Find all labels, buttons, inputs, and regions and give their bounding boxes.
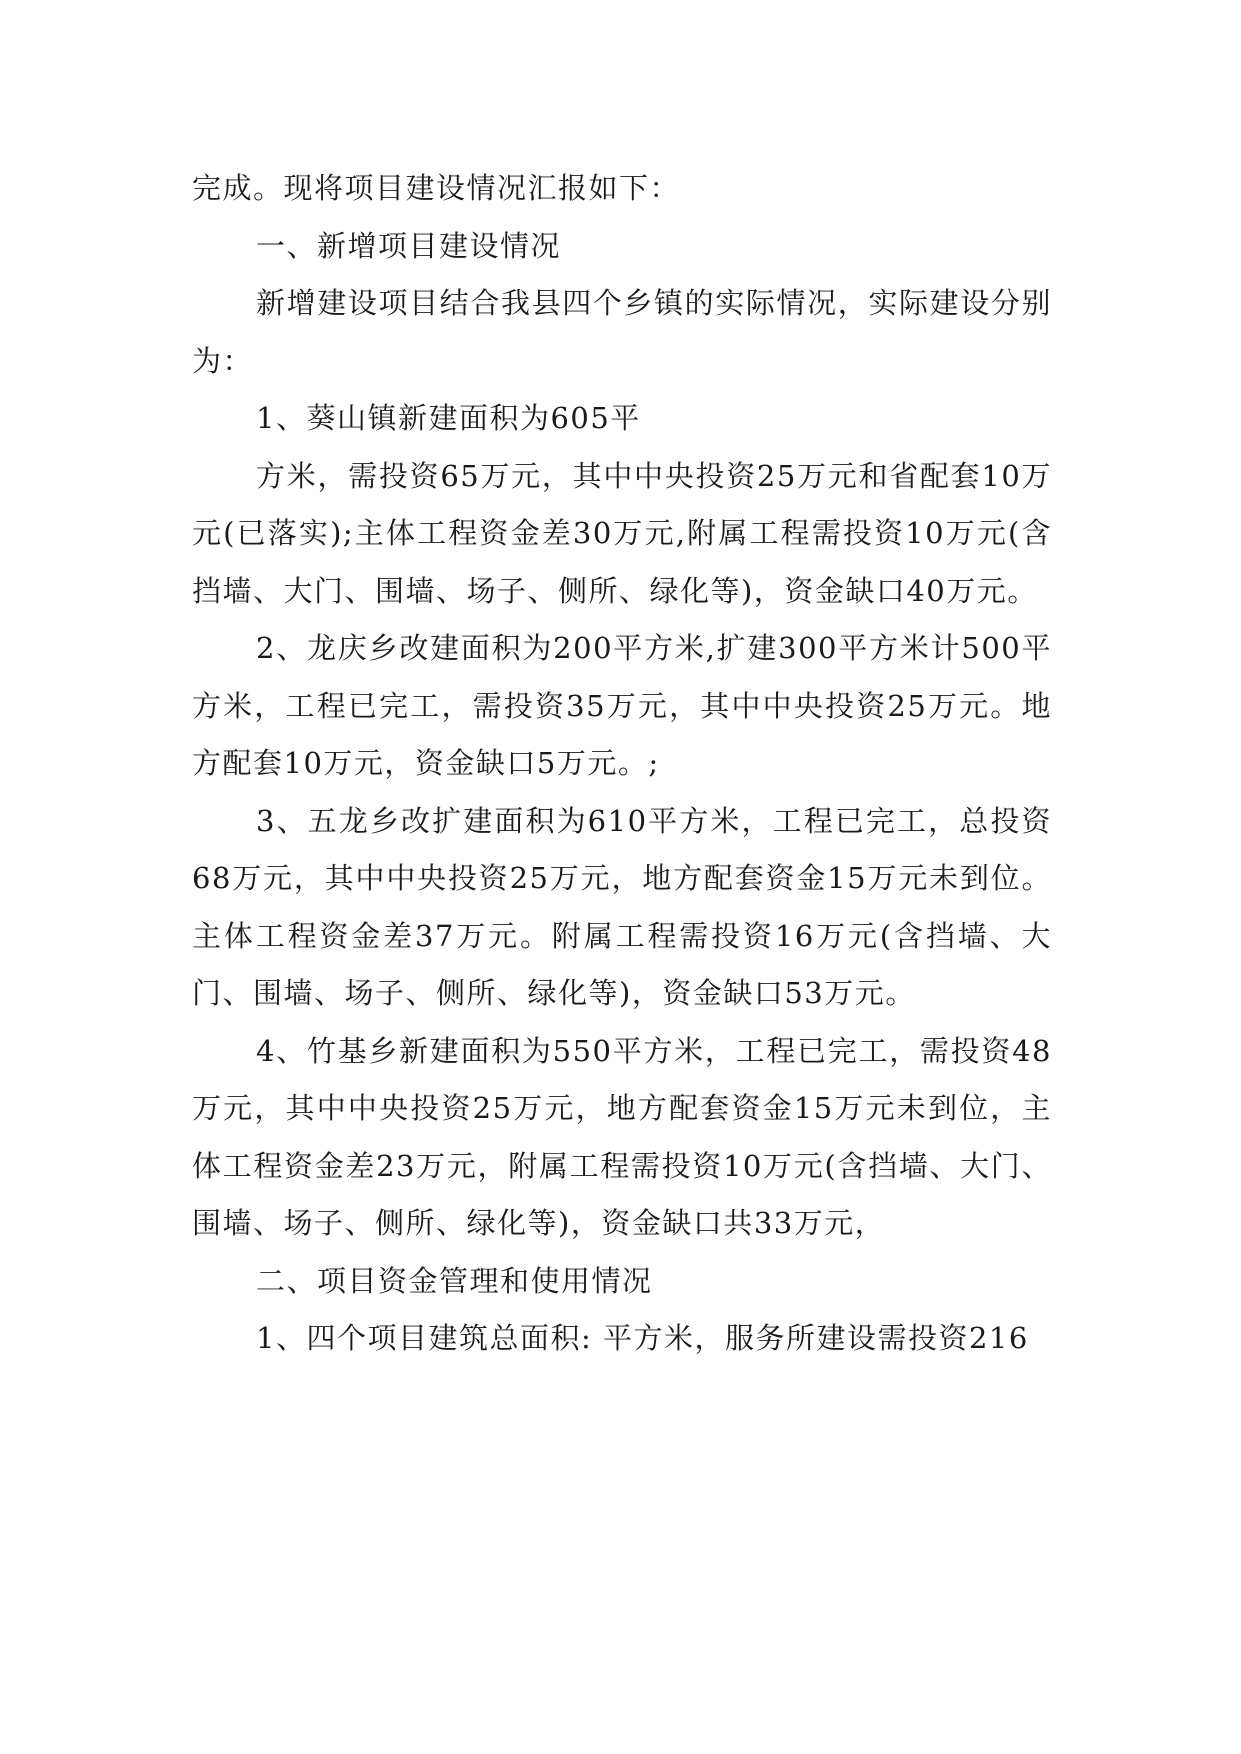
- paragraph-continuation: 完成。现将项目建设情况汇报如下：: [192, 171, 681, 205]
- list-item-total-area: 1、四个项目建筑总面积: 平方米，服务所建设需投资216: [256, 1321, 1029, 1355]
- list-item-kuishan: 1、葵山镇新建面积为605平: [256, 401, 641, 435]
- paragraph-intro: 新增建设项目结合我县四个乡镇的实际情况，实际建设分别为：: [192, 286, 1052, 378]
- section-heading-new-projects: 一、新增项目建设情况: [256, 228, 562, 263]
- paragraph-kuishan-details: 方米，需投资65万元，其中中央投资25万元和省配套10万元(已落实);主体工程资金差30万元,附属工程需投资10万元(含挡墙、大门、围墙、场子、侧所、绿化等)，资金缺口40万元。: [192, 458, 1052, 608]
- list-item-longqing: 2、龙庆乡改建面积为200平方米,扩建300平方米计500平方米，工程已完工，需投资35万元，其中中央投资25万元。地方配套10万元，资金缺口5万元。;: [192, 631, 1052, 780]
- list-item-zhuji: 4、竹基乡新建面积为550平方米，工程已完工，需投资48万元，其中中央投资25万元，地方配套资金15万元未到位，主体工程资金差23万元，附属工程需投资10万元(含挡墙、大门、围墙、场子、侧所、绿化等)，资金缺口共33万元，: [192, 1033, 1052, 1240]
- section-heading-funds: 二、项目资金管理和使用情况: [256, 1263, 653, 1298]
- list-item-wulong: 3、五龙乡改扩建面积为610平方米，工程已完工，总投资68万元，其中中央投资25万元，地方配套资金15万元未到位。主体工程资金差37万元。附属工程需投资16万元(含挡墙、大门、围墙、场子、侧所、绿化等)，资金缺口53万元。: [192, 803, 1052, 1010]
- document-body: [192, 160, 1052, 1368]
